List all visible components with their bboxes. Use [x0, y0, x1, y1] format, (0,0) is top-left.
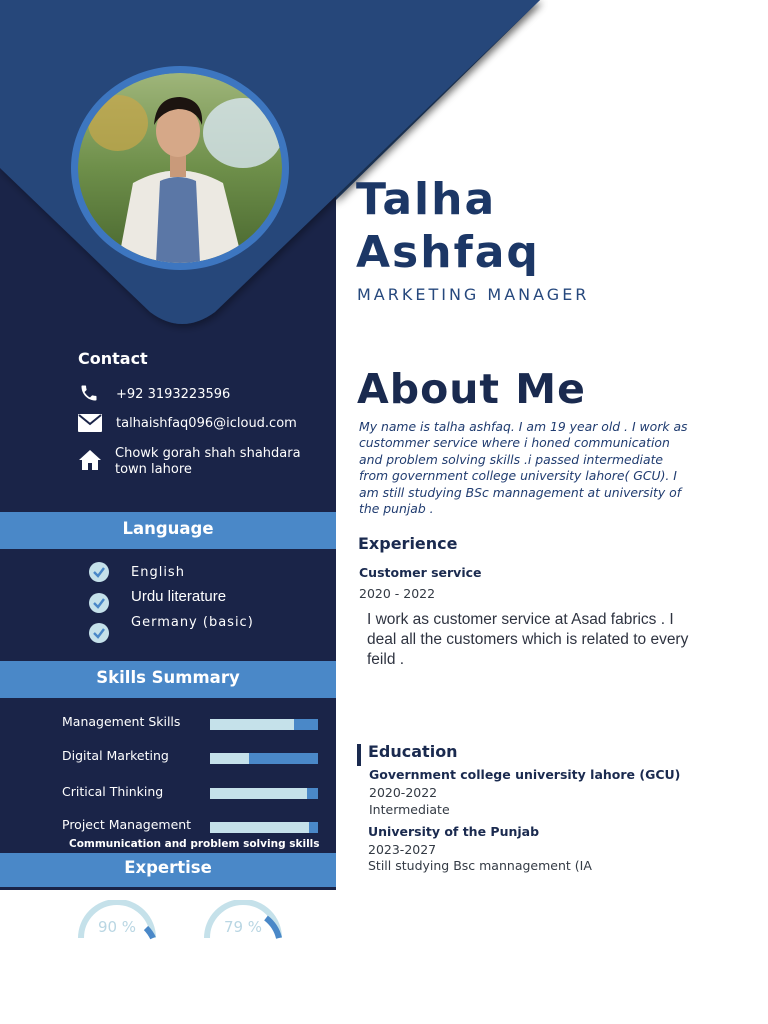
- language-item: English: [131, 565, 185, 580]
- about-text: My name is talha ashfaq. I am 19 year old . I work as custommer service where i honed communication and problem solving skills .i passed intermediate from government college university lahore( GCU). I am still studying BSc mannagement at university of the punjab .: [359, 419, 688, 517]
- education-school: Government college university lahore (GCU): [369, 767, 681, 782]
- skill-label: Project Management: [62, 817, 192, 832]
- skill-label: Critical Thinking: [62, 784, 164, 799]
- contact-phone[interactable]: +92 3193223596: [116, 387, 231, 402]
- expertise-gauge-label: 90 %: [97, 918, 137, 936]
- check-circle-icon: [89, 593, 109, 613]
- check-circle-icon: [89, 562, 109, 582]
- expertise-gauge-label: 79 %: [223, 918, 263, 936]
- education-years: 2020-2022: [369, 785, 438, 800]
- language-heading: Language: [0, 512, 336, 549]
- experience-description: I work as customer service at Asad fabrics . I deal all the customers which is related to every feild .: [367, 611, 689, 668]
- mail-icon: [78, 414, 102, 432]
- skill-label: Management Skills: [62, 714, 181, 729]
- skill-bar: [210, 719, 318, 730]
- language-item: Urdu literature: [131, 588, 227, 605]
- about-heading: About Me: [357, 365, 586, 413]
- language-item: Germany (basic): [131, 615, 254, 630]
- experience-role: Customer service: [359, 565, 482, 580]
- experience-heading: Experience: [358, 534, 458, 553]
- expertise-heading: Expertise: [0, 853, 336, 887]
- education-school: University of the Punjab: [368, 824, 540, 839]
- phone-icon: [78, 383, 100, 403]
- skills-heading: Skills Summary: [0, 661, 336, 698]
- experience-period: 2020 - 2022: [359, 586, 436, 601]
- skill-bar: [210, 753, 318, 764]
- education-detail: Still studying Bsc mannagement (IA: [368, 858, 592, 873]
- contact-heading: Contact: [78, 349, 148, 368]
- profile-photo: [71, 66, 289, 270]
- education-heading: Education: [368, 742, 458, 761]
- skill-extra: Communication and problem solving skills: [69, 838, 320, 850]
- skill-label: Digital Marketing: [62, 748, 169, 763]
- first-name: Talha: [356, 174, 497, 225]
- job-title: MARKETING MANAGER: [357, 285, 590, 304]
- education-detail: Intermediate: [369, 802, 450, 817]
- home-icon: [78, 449, 102, 471]
- education-accent-bar: [357, 744, 361, 766]
- last-name: Ashfaq: [356, 227, 540, 278]
- education-years: 2023-2027: [368, 842, 437, 857]
- contact-address-line1: Chowk gorah shah shahdara: [115, 446, 301, 461]
- skill-bar: [210, 822, 318, 833]
- contact-email[interactable]: talhaishfaq096@icloud.com: [116, 416, 297, 431]
- skill-bar: [210, 788, 318, 799]
- contact-address-line2: town lahore: [115, 462, 192, 477]
- check-circle-icon: [89, 623, 109, 643]
